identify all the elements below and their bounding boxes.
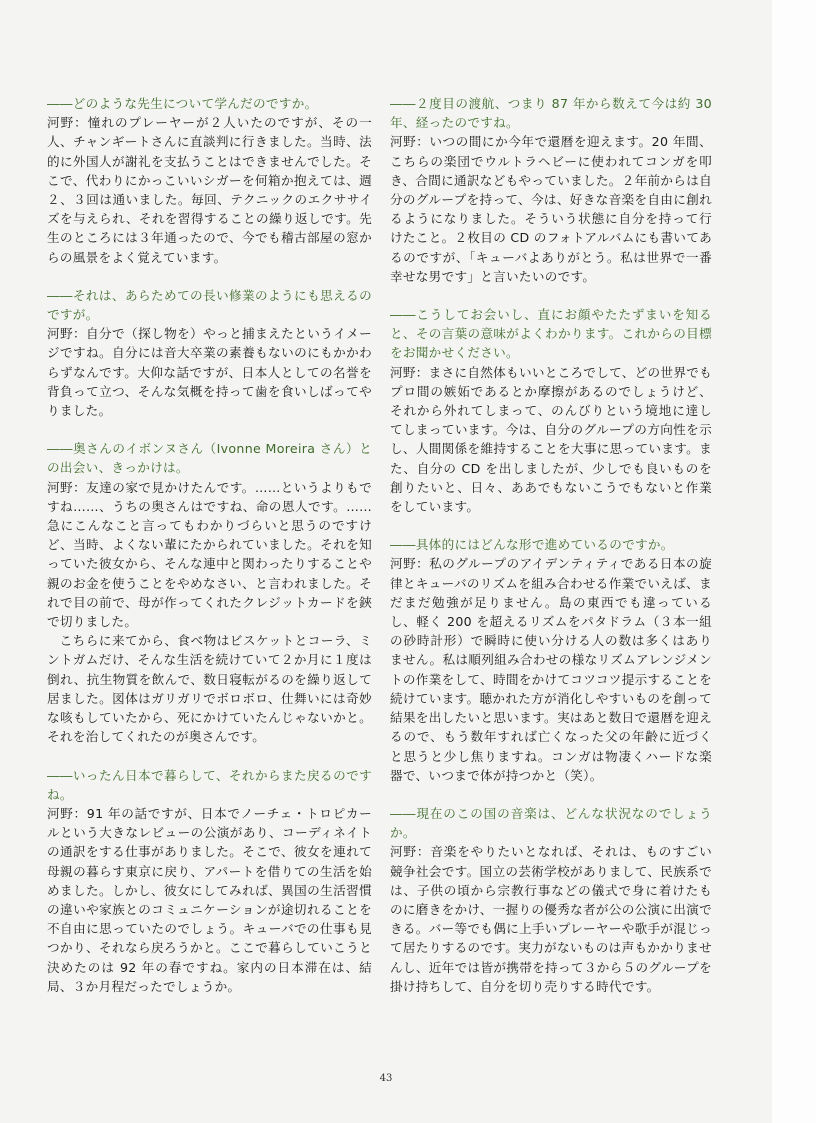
answer-paragraph: 河野：憧れのプレーヤーが２人いたのですが、その一人、チャンギートさんに直談判に行きました。当時、法的に外国人が謝礼を支払うことはできませんでした。そこで、代わりにかっこいいシガーを何箱か抱えては、週２、３回は通いました。毎回、テクニックのエクササイズを与えられ、それを習得することの繰り返しです。先生のところには３年通ったので、今でも稽古部屋の窓からの風景をよく覚えています。: [47, 115, 372, 265]
answer-paragraph: 河野：音楽をやりたいとなれば、それは、ものすごい競争社会です。国立の芸術学校がありまして、民族系では、子供の頃から宗教行事などの儀式で身に着けたものに磨きをかけ、一握りの優秀な者が公の公演に出演できる。バー等でも偶に上手いプレーヤーや歌手が混じって居たりするのです。実力がないものは声もかかりませんし、近年では皆が携帯を持って３から５のグループを掛け持ちして、自分を切り売りする時代です。: [390, 844, 712, 994]
interviewer-question: ――具体的にはどんな形で進めているのですか。: [390, 537, 674, 553]
interviewer-question: ――奥さんのイボンヌさん（Ivonne Moreira さん）との出会い、きっかけは。: [47, 441, 372, 476]
interview-section: [390, 804, 712, 996]
interview-section: [47, 439, 372, 746]
interviewer-question: ――それは、あらためての長い修業のようにも思えるのですが。: [47, 287, 372, 323]
interview-section: [47, 94, 372, 267]
answer-paragraph: 河野：私のグループのアイデンティティである日本の旋律とキューバのリズムを組み合わせる作業でいえば、まだまだ勉強が足りません。島の東西でも違っているし、軽く 200 を超えるリズムをパタドラム（３本一組の砂時計形）で瞬時に使い分ける人の数は多くはありません。私は順列組み合わせの様なリズムアレンジメントの作業をして、時間をかけてコツコツ提示することを続けています。聴かれた方が消化しやすいものを創って結果を出したいと思います。実はあと数日で還暦を迎えるので、もう数年すれば亡くなった父の年齢に近づくと思うと少し焦りますね。コンガは物凄くハードな楽器で、いつまで体が持つかと（笑）。: [390, 556, 712, 783]
left-column: [47, 94, 372, 1015]
answer-paragraph: 河野：いつの間にか今年で還暦を迎えます。20 年間、こちらの楽団でウルトラヘビーに使われてコンガを叩き、合間に通訳などもやっていました。２年前からは自分のグループを持って、今は、好きな音楽を自由に創れるようになりました。そういう状態に自分を持って行けたこと。２枚目の CD のフォトアルバムにも書いてあるのですが、「キューバよありがとう。私は世界で一番幸せな男です」と言いたいのです。: [390, 134, 712, 284]
interview-section: [47, 766, 372, 996]
interviewer-question: ――いったん日本で暮らして、それからまた戻るのですね。: [47, 767, 372, 802]
interview-section: [390, 305, 712, 516]
scan-margin: [772, 0, 816, 1123]
right-column: [390, 94, 712, 1015]
answer-paragraph: 河野：まさに自然体もいいところでして、どの世界でもプロ間の嫉妬であるとか摩擦があるのでしょうけど、それから外れてしまって、のんびりという境地に達してしまっています。今は、自分のグループの方向性を示し、人間関係を維持することを大事に思っています。また、自分の CD を出しましたが、少しでも良いものを創りたいと、日々、ああでもないこうでもないと作業をしています。: [390, 364, 712, 515]
interview-section: [390, 535, 712, 785]
interview-section: [47, 286, 372, 420]
interviewer-question: ――どのような先生について学んだのですか。: [47, 96, 318, 111]
interviewer-question: ――こうしてお会いし、直にお顔やたたずまいを知ると、その言葉の意味がよくわかります。これからの目標をお聞かせください。: [390, 307, 712, 361]
answer-paragraph: 河野：91 年の話ですが、日本でノーチェ・トロピカールという大きなレビューの公演があり、コーディネイトの通訳をする仕事がありました。そこで、彼女を連れて母親の暮らす東京に戻り、アパートを借りての生活を始めました。しかし、彼女にしてみれば、異国の生活習慣の違いや家族とのコミュニケーションが途切れることを不自由に思っていたのでしょう。キューバでの仕事も見つかり、それなら戻ろうかと。ここで暮らしていこうと決めたのは 92 年の春ですね。家内の日本滞在は、結局、３か月程だったでしょうか。: [47, 805, 372, 994]
page-number: 43: [379, 1073, 393, 1084]
answer-paragraph: 河野：友達の家で見かけたんです。……というよりもですね……、うちの奥さんはですね、命の恩人です。……急にこんなこと言ってもわかりづらいと思うのですけど、当時、よくない輩にたかられていました。それを知っていた彼女から、そんな連中と関わったりすることや親のお金を使うことをやめなさい、と言われました。それで目の前で、母が作ってくれたクレジットカードを鋏で切りました。: [47, 479, 372, 630]
interview-section: [390, 94, 712, 286]
interviewer-question: ――２度目の渡航、つまり 87 年から数えて今は約 30 年、経ったのですね。: [390, 96, 712, 131]
answer-paragraph: こちらに来てから、食べ物はビスケットとコーラ、ミントガムだけ、そんな生活を続けていて２か月に１度は倒れ、抗生物質を飲んで、数日寝転がるのを繰り返して居ました。図体はガリガリでボロボロ、仕舞いには奇妙な咳もしていたから、死にかけていたんじゃないかと。それを治してくれたのが奥さんです。: [47, 633, 372, 745]
interviewer-question: ――現在のこの国の音楽は、どんな状況なのでしょうか。: [390, 805, 712, 841]
answer-paragraph: 河野：自分で（探し物を）やっと捕まえたというイメージですね。自分には音大卒業の素養もないのにもかかわらずなんです。大仰な話ですが、日本人としての名誉を背負って立つ、そんな気概を持って歯を食いしばってやりました。: [47, 326, 372, 419]
